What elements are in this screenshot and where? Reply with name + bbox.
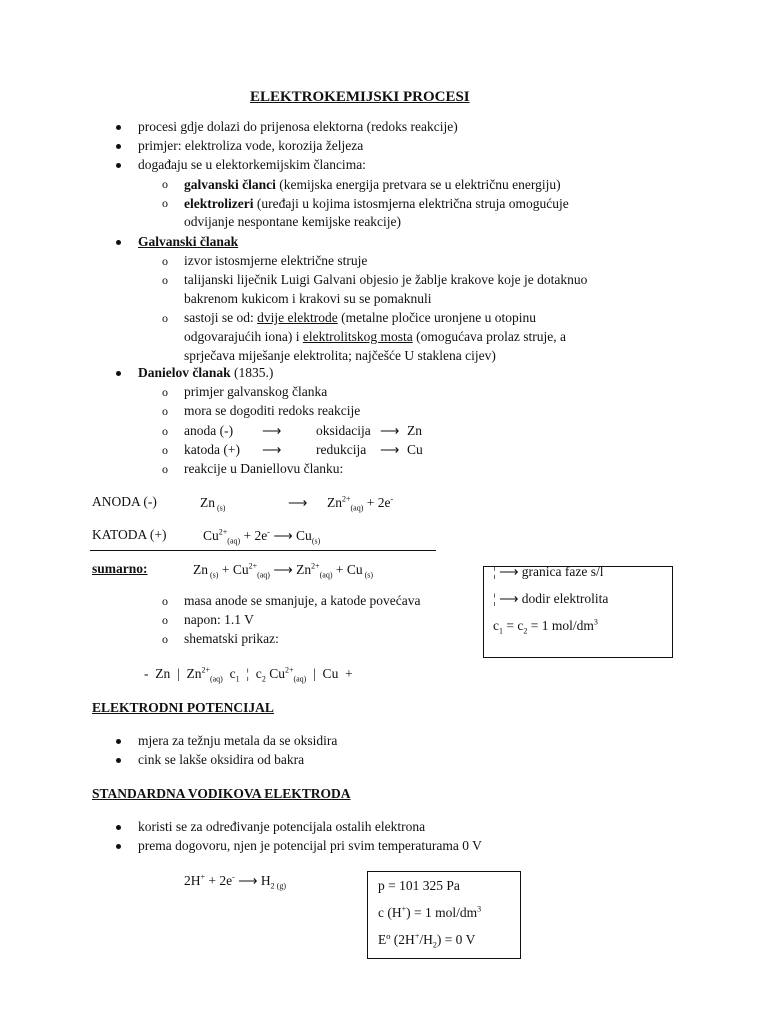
subbullet-icon: o [162,196,168,210]
list-item-continuation: odvijanje nespontane kemijske reakcije) [184,214,402,229]
arrow-icon: ⟶ [288,495,308,510]
list-item: shematski prikaz: [184,631,279,646]
anode-label: ANODA (-) [92,494,157,509]
bullet-icon [116,758,121,763]
list-item: anoda (-) [184,423,234,438]
arrow-icon: ⟶ [380,442,400,457]
arrow-icon: ⟶ [262,442,282,457]
list-item: izvor istosmjerne električne struje [184,253,368,268]
condition-line: c (H+) = 1 mol/$dm^3$ [378,904,482,920]
divider-line [90,550,436,551]
subbullet-icon: o [162,443,168,457]
list-item: talijanski liječnik Luigi Galvani objesio je žablje krakove koje je dotaknuo [184,272,588,287]
list-item: napon: 1.1 V [184,612,254,627]
section-heading: STANDARDNA VODIKOVA ELEKTRODA [92,786,351,801]
list-item: mjera za težnju metala da se oksidira [138,733,338,748]
subbullet-icon: o [162,385,168,399]
sumarno-label: sumarno: [92,561,148,576]
cathode-label: KATODA (+) [92,527,167,542]
list-item: masa anode se smanjuje, a katode povećava [184,593,421,608]
cathode-equation: $Cu^{2+}_{(aq)} + 2e^-$ ⟶ $Cu_{(s)}$ [203,527,321,546]
condition-line: Eº $(2H^+/H_2) = 0$ V [378,931,476,950]
section-heading: Danielov članak (1835.) [138,365,274,380]
list-item: primjer galvanskog članka [184,384,328,399]
list-item: galvanski članci (kemijska energija pretvara se u električnu energiju) [184,177,561,192]
list-item: katoda (+) [184,442,240,457]
subbullet-icon: o [162,404,168,418]
list-item: oksidacija [316,423,371,438]
list-item: redukcija [316,442,367,457]
legend-box [483,566,673,658]
bullet-icon [116,144,121,149]
bullet-icon [116,844,121,849]
legend-line: $c_1 = c_2 = 1$ mol/$dm^3$ [493,617,598,636]
subbullet-icon: o [162,273,168,287]
list-item: prema dogovoru, njen je potencijal pri svim temperaturama 0 V [138,838,482,853]
bullet-icon [116,125,121,130]
list-item-continuation: bakrenom kukicom i krakovi su se pomaknuli [184,291,432,306]
subbullet-icon: o [162,254,168,268]
legend-line: ¦ ⟶ granica faze s/l [493,564,604,579]
legend-line: ¦ ⟶ dodir elektrolita [493,591,609,606]
bullet-icon [116,163,121,168]
arrow-icon: ⟶ [380,423,400,438]
page-title: ELEKTROKEMIJSKI PROCESI [250,89,470,105]
subbullet-icon: o [162,632,168,646]
subbullet-icon: o [162,177,168,191]
list-item: Cu [407,442,423,457]
hydrogen-equation: 2H+ + 2e- ⟶ $H_{2 (g)}$ [184,872,286,891]
subbullet-icon: o [162,311,168,325]
anode-products: $Zn^{2+}_{(aq)} + 2e^-$ [327,494,394,513]
bullet-icon [116,739,121,744]
list-item: sastoji se od: dvije elektrode (metalne pločice uronjene u otopinu [184,310,537,325]
list-item-continuation: sprječava miješanje elektrolita; najčešće U staklena cijev) [184,348,496,363]
arrow-icon: ⟶ [262,423,282,438]
subbullet-icon: o [162,613,168,627]
bullet-icon [116,240,121,245]
subbullet-icon: o [162,424,168,438]
subbullet-icon: o [162,462,168,476]
anode-reactant: Zn $_{(s)}$ [200,495,226,513]
condition-line: p = 101 325 Pa [378,878,460,893]
list-item: procesi gdje dolazi do prijenosa elektorna (redoks reakcije) [138,119,458,134]
list-item: cink se lakše oksidira od bakra [138,752,305,767]
list-item: mora se dogoditi redoks reakcije [184,403,361,418]
overall-equation: Zn $_{(s)} + Cu^{2+}_{(aq)}$ ⟶ $Zn^{2+}_{(aq)} + Cu$ $_{(s)}$ [193,561,374,580]
subbullet-icon: o [162,594,168,608]
list-item: elektrolizeri (uređaji u kojima istosmjerna električna struja omogućuje [184,196,569,211]
list-item-continuation: odgovarajućih iona) i elektrolitskog mosta (omogućava prolaz struje, a [184,329,567,344]
section-heading: ELEKTRODNI POTENCIJAL [92,700,274,715]
section-heading: Galvanski članak [138,234,239,249]
bullet-icon [116,825,121,830]
list-item: događaju se u elektorkemijskim člancima: [138,157,366,172]
bullet-icon [116,371,121,376]
cell-diagram: - Zn | $Zn^{2+}_{(aq)}$ $c_1$ ¦ $c_2$ $Cu^{2+}_{(aq)}$ | Cu + [144,665,353,684]
list-item: reakcije u Daniellovu članku: [184,461,344,476]
list-item: koristi se za određivanje potencijala ostalih elektrona [138,819,426,834]
list-item: primjer: elektroliza vode, korozija željeza [138,138,364,153]
list-item: Zn [407,423,422,438]
